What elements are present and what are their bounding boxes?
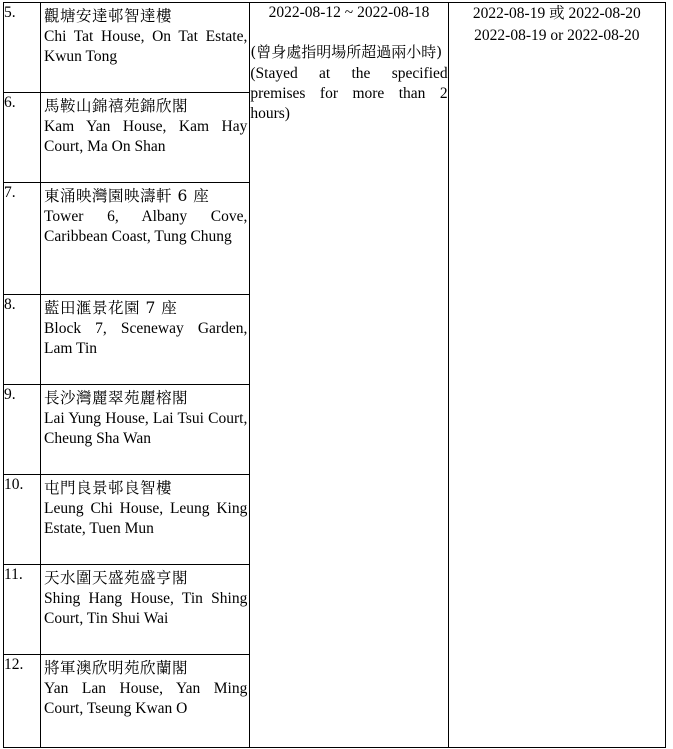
table-row <box>4 3 666 93</box>
location-name-zh: 馬鞍山錦禧苑錦欣閣 <box>44 97 189 115</box>
location-name-zh: 長沙灣麗翠苑麗榕閣 <box>44 389 189 407</box>
test-date-en: 2022-08-19 or 2022-08-20 <box>474 27 640 44</box>
visit-note-zh: (曾身處指明場所超過兩小時) <box>250 43 443 61</box>
location-name-en: Lai Yung House, Lai Tsui Court, Cheung Sha Wan <box>44 410 248 447</box>
location-cell <box>41 475 250 565</box>
location-name-zh: 天水圍天盛苑盛亨閣 <box>44 569 189 587</box>
location-name-en: Leung Chi House, Leung King Estate, Tuen Mun <box>44 500 248 537</box>
location-name-en: Yan Lan House, Yan Ming Court, Tseung Kwan O <box>44 680 248 717</box>
location-name-zh: 觀塘安達邨智達樓 <box>44 7 173 25</box>
location-name-zh: 藍田滙景花園 7 座 <box>44 299 178 317</box>
row-number: 9. <box>4 385 41 475</box>
visit-date-range: 2022-08-12 ~ 2022-08-18 <box>268 4 430 21</box>
location-cell <box>41 93 250 183</box>
row-number: 12. <box>4 655 41 748</box>
row-number: 6. <box>4 93 41 183</box>
premises-table <box>3 2 666 748</box>
location-name-zh: 東涌映灣園映濤軒 6 座 <box>44 187 210 205</box>
row-number: 10. <box>4 475 41 565</box>
location-cell <box>41 295 250 385</box>
row-number: 7. <box>4 183 41 295</box>
location-name-zh: 將軍澳欣明苑欣蘭閣 <box>44 659 189 677</box>
location-name-en: Kam Yan House, Kam Hay Court, Ma On Shan <box>44 118 248 155</box>
location-name-en: Chi Tat House, On Tat Estate, Kwun Tong <box>44 28 248 65</box>
row-number: 5. <box>4 3 41 93</box>
location-cell <box>41 655 250 748</box>
visit-note-en: (Stayed at the specified premises for more than 2 hours) <box>250 65 448 122</box>
location-name-en: Block 7, Sceneway Garden, Lam Tin <box>44 320 248 357</box>
test-date-zh: 2022-08-19 或 2022-08-20 <box>472 5 641 22</box>
location-cell <box>41 3 250 93</box>
row-number: 11. <box>4 565 41 655</box>
visit-date-cell <box>250 3 448 748</box>
location-cell <box>41 183 250 295</box>
test-date-cell <box>448 3 665 748</box>
row-number: 8. <box>4 295 41 385</box>
location-cell <box>41 565 250 655</box>
location-name-zh: 屯門良景邨良智樓 <box>44 479 173 497</box>
location-cell <box>41 385 250 475</box>
location-name-en: Shing Hang House, Tin Shing Court, Tin Shui Wai <box>44 590 248 627</box>
location-name-en: Tower 6, Albany Cove, Caribbean Coast, Tung Chung <box>44 208 248 245</box>
